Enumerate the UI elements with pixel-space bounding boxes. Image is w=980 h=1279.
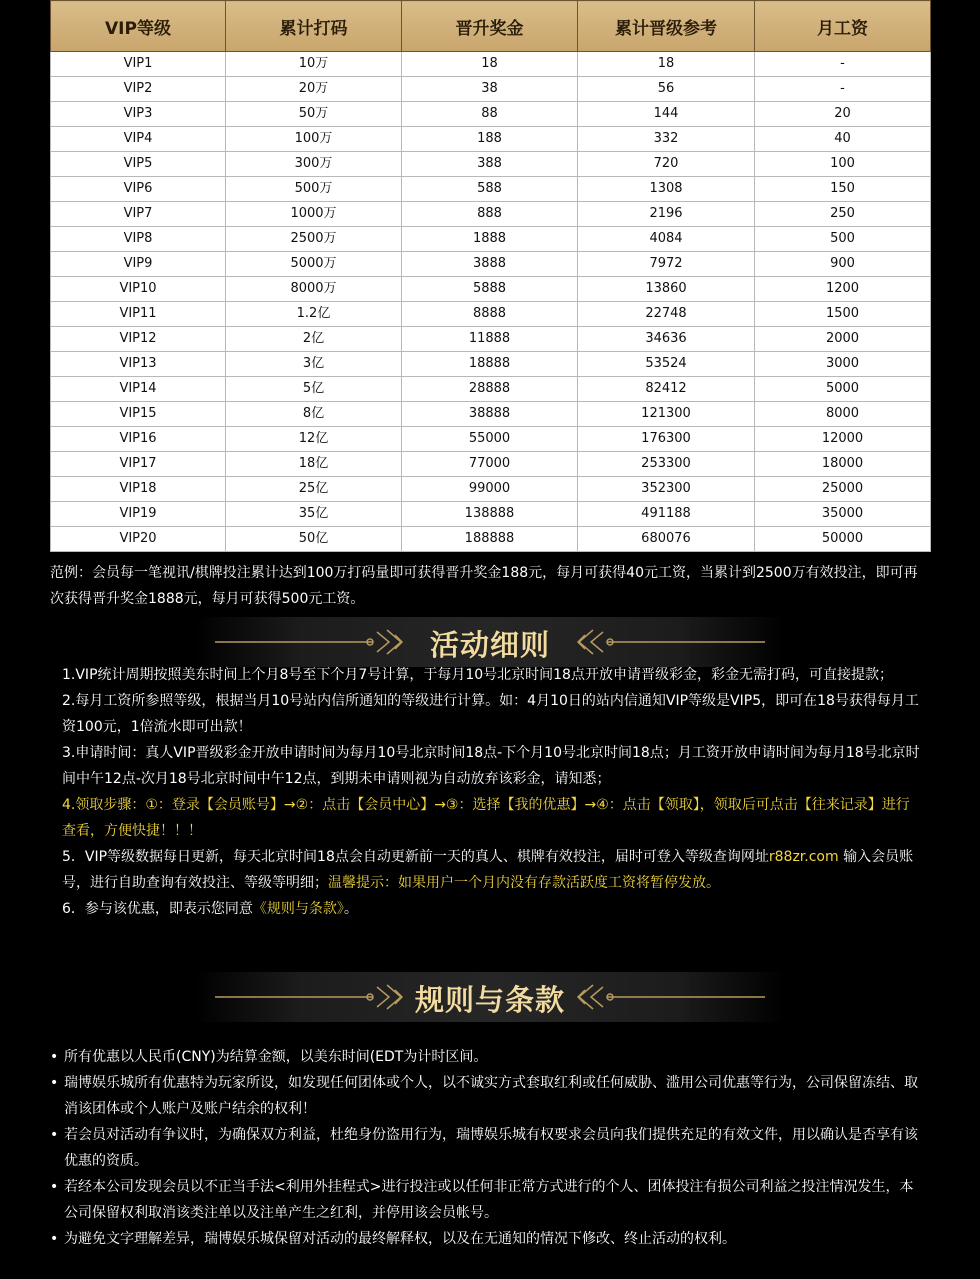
table-body [51,52,931,552]
cell-cumulative-bet: 1.2亿 [226,302,402,327]
rule-6-text: 6．参与该优惠，即表示您同意 [62,901,253,917]
table-row [51,127,931,152]
header-cumulative-reference: 累计晋级参考 [578,1,755,52]
cell-monthly-salary: 18000 [755,452,931,477]
table-row [51,102,931,127]
cell-monthly-salary: 5000 [755,377,931,402]
table-row [51,527,931,552]
cell-monthly-salary: - [755,52,931,77]
cell-cumulative-reference: 56 [578,77,755,102]
cell-cumulative-bet: 50万 [226,102,402,127]
cell-promotion-bonus: 77000 [402,452,578,477]
cell-promotion-bonus: 588 [402,177,578,202]
cell-monthly-salary: 25000 [755,477,931,502]
cell-cumulative-bet: 18亿 [226,452,402,477]
cell-vip-level: VIP11 [51,302,226,327]
cell-cumulative-bet: 300万 [226,152,402,177]
table-row [51,52,931,77]
section-banner-rules [195,617,785,667]
cell-cumulative-reference: 332 [578,127,755,152]
cell-promotion-bonus: 99000 [402,477,578,502]
cell-vip-level: VIP13 [51,352,226,377]
cell-monthly-salary: 1200 [755,277,931,302]
cell-monthly-salary: 35000 [755,502,931,527]
table-row [51,377,931,402]
section-title-terms: 规则与条款 [414,983,565,1017]
cell-promotion-bonus: 88 [402,102,578,127]
cell-vip-level: VIP6 [51,177,226,202]
section-title-activity-rules: 活动细则 [429,628,550,662]
cell-cumulative-bet: 500万 [226,177,402,202]
cell-cumulative-reference: 253300 [578,452,755,477]
cell-cumulative-bet: 1000万 [226,202,402,227]
header-cumulative-bet: 累计打码 [226,1,402,52]
cell-promotion-bonus: 11888 [402,327,578,352]
cell-vip-level: VIP15 [51,402,226,427]
cell-promotion-bonus: 5888 [402,277,578,302]
cell-promotion-bonus: 188888 [402,527,578,552]
cell-monthly-salary: 50000 [755,527,931,552]
rule-3: 3.申请时间：真人VIP晋级彩金开放申请时间为每月10号北京时间18点-下个月10号北京时间18点；月工资开放申请时间为每月18号北京时间中午12点-次月18号北京时间中午12点，到期未申请则视为自动放弃该彩金，请知悉； [62,745,920,787]
table-row [51,177,931,202]
cell-cumulative-reference: 1308 [578,177,755,202]
cell-cumulative-bet: 5亿 [226,377,402,402]
cell-monthly-salary: 100 [755,152,931,177]
table-row [51,427,931,452]
terms-link[interactable]: 《规则与条款》 [252,901,344,917]
cell-cumulative-reference: 4084 [578,227,755,252]
cell-monthly-salary: 500 [755,227,931,252]
cell-vip-level: VIP5 [51,152,226,177]
cell-monthly-salary: 2000 [755,327,931,352]
cell-monthly-salary: 900 [755,252,931,277]
terms-list [50,1044,922,1252]
cell-monthly-salary: 3000 [755,352,931,377]
rule-6-end: 。 [343,901,358,917]
table-row [51,502,931,527]
cell-vip-level: VIP16 [51,427,226,452]
cell-cumulative-bet: 3亿 [226,352,402,377]
cell-cumulative-reference: 491188 [578,502,755,527]
cell-vip-level: VIP9 [51,252,226,277]
table-row [51,277,931,302]
header-monthly-salary: 月工资 [755,1,931,52]
vip-level-table [50,0,931,552]
cell-promotion-bonus: 18 [402,52,578,77]
rule-1: 1.VIP统计周期按照美东时间上个月8号至下个月7号计算，于每月10号北京时间18点开放申请晋级彩金，彩金无需打码，可直接提款； [62,667,893,683]
cell-promotion-bonus: 1888 [402,227,578,252]
table-row [51,252,931,277]
cell-cumulative-reference: 7972 [578,252,755,277]
cell-monthly-salary: 8000 [755,402,931,427]
cell-cumulative-reference: 2196 [578,202,755,227]
cell-promotion-bonus: 888 [402,202,578,227]
cell-promotion-bonus: 38888 [402,402,578,427]
cell-cumulative-bet: 5000万 [226,252,402,277]
header-vip-level: VIP等级 [51,1,226,52]
cell-monthly-salary: - [755,77,931,102]
cell-promotion-bonus: 18888 [402,352,578,377]
cell-cumulative-bet: 100万 [226,127,402,152]
cell-cumulative-reference: 22748 [578,302,755,327]
cell-cumulative-bet: 10万 [226,52,402,77]
cell-promotion-bonus: 138888 [402,502,578,527]
cell-cumulative-bet: 12亿 [226,427,402,452]
rule-4: 4.领取步骤：①：登录【会员账号】→②：点击【会员中心】→③：选择【我的优惠】→④：点击【领取】，领取后可点击【往来记录】进行查看，方便快捷！！！ [62,797,910,839]
cell-vip-level: VIP17 [51,452,226,477]
cell-vip-level: VIP10 [51,277,226,302]
rule-5-text-cont: 输入会员账号，进行自助查询有效投注、等级等明细； [62,849,914,891]
table-header-row [51,1,931,52]
terms-item: • 瑞博娱乐城所有优惠特为玩家所设，如发现任何团体或个人，以不诚实方式套取红利或任何威胁、滥用公司优惠等行为，公司保留冻结、取消该团体或个人账户及账户结余的权利！ [50,1070,922,1122]
cell-monthly-salary: 40 [755,127,931,152]
rule-2: 2.每月工资所参照等级，根据当月10号站内信所通知的等级进行计算。如：4月10日的站内信通知VIP等级是VIP5，即可在18号获得每月工资100元，1倍流水即可出款！ [62,693,919,735]
cell-cumulative-bet: 8000万 [226,277,402,302]
table-row [51,452,931,477]
cell-monthly-salary: 12000 [755,427,931,452]
cell-cumulative-reference: 34636 [578,327,755,352]
cell-cumulative-reference: 176300 [578,427,755,452]
terms-item: • 为避免文字理解差异，瑞博娱乐城保留对活动的最终解释权，以及在无通知的情况下修改、终止活动的权利。 [50,1226,922,1252]
cell-vip-level: VIP4 [51,127,226,152]
cell-cumulative-bet: 50亿 [226,527,402,552]
section-banner-terms [195,972,785,1022]
cell-monthly-salary: 150 [755,177,931,202]
cell-cumulative-reference: 18 [578,52,755,77]
query-site-link[interactable]: r88zr.com [768,849,839,865]
cell-monthly-salary: 20 [755,102,931,127]
rule-5 [62,844,922,896]
cell-cumulative-reference: 121300 [578,402,755,427]
cell-vip-level: VIP1 [51,52,226,77]
cell-cumulative-bet: 2亿 [226,327,402,352]
table-row [51,202,931,227]
rule-6 [62,896,922,922]
cell-promotion-bonus: 8888 [402,302,578,327]
cell-vip-level: VIP8 [51,227,226,252]
cell-vip-level: VIP7 [51,202,226,227]
cell-cumulative-reference: 53524 [578,352,755,377]
cell-promotion-bonus: 28888 [402,377,578,402]
cell-monthly-salary: 250 [755,202,931,227]
cell-cumulative-bet: 35亿 [226,502,402,527]
cell-cumulative-reference: 13860 [578,277,755,302]
terms-item: • 所有优惠以人民币(CNY)为结算金额，以美东时间(EDT为计时区间。 [50,1044,922,1070]
table-row [51,227,931,252]
cell-promotion-bonus: 3888 [402,252,578,277]
cell-promotion-bonus: 188 [402,127,578,152]
cell-vip-level: VIP14 [51,377,226,402]
cell-cumulative-bet: 25亿 [226,477,402,502]
table-row [51,327,931,352]
cell-vip-level: VIP18 [51,477,226,502]
cell-vip-level: VIP20 [51,527,226,552]
table-row [51,352,931,377]
cell-cumulative-reference: 680076 [578,527,755,552]
table-row [51,152,931,177]
cell-cumulative-reference: 352300 [578,477,755,502]
cell-vip-level: VIP19 [51,502,226,527]
cell-promotion-bonus: 38 [402,77,578,102]
table-row [51,402,931,427]
cell-cumulative-bet: 8亿 [226,402,402,427]
table-row [51,77,931,102]
activity-rules [62,662,922,922]
cell-cumulative-bet: 2500万 [226,227,402,252]
cell-vip-level: VIP3 [51,102,226,127]
cell-cumulative-reference: 82412 [578,377,755,402]
rule-5-text: 5．VIP等级数据每日更新，每天北京时间18点会自动更新前一天的真人、棋牌有效投注，届时可登入等级查询网址 [62,849,769,865]
rule-5-tip: 温馨提示：如果用户一个月内没有存款活跃度工资将暂停发放。 [328,875,720,891]
cell-cumulative-bet: 20万 [226,77,402,102]
cell-promotion-bonus: 388 [402,152,578,177]
table-row [51,477,931,502]
example-text: 范例：会员每一笔视讯/棋牌投注累计达到100万打码量即可获得晋升奖金188元，每月可获得40元工资，当累计到2500万有效投注，即可再次获得晋升奖金1888元，每月可获得500元工资。 [50,565,918,607]
cell-vip-level: VIP12 [51,327,226,352]
table-row [51,302,931,327]
cell-cumulative-reference: 144 [578,102,755,127]
cell-cumulative-reference: 720 [578,152,755,177]
terms-item: • 若会员对活动有争议时，为确保双方利益，杜绝身份盗用行为，瑞博娱乐城有权要求会员向我们提供充足的有效文件，用以确认是否享有该优惠的资质。 [50,1122,922,1174]
cell-vip-level: VIP2 [51,77,226,102]
header-promotion-bonus: 晋升奖金 [402,1,578,52]
cell-monthly-salary: 1500 [755,302,931,327]
terms-item: • 若经本公司发现会员以不正当手法<利用外挂程式>进行投注或以任何非正常方式进行的个人、团体投注有损公司利益之投注情况发生，本公司保留权利取消该类注单以及注单产生之红利，并停用该会员帐号。 [50,1174,922,1226]
cell-promotion-bonus: 55000 [402,427,578,452]
